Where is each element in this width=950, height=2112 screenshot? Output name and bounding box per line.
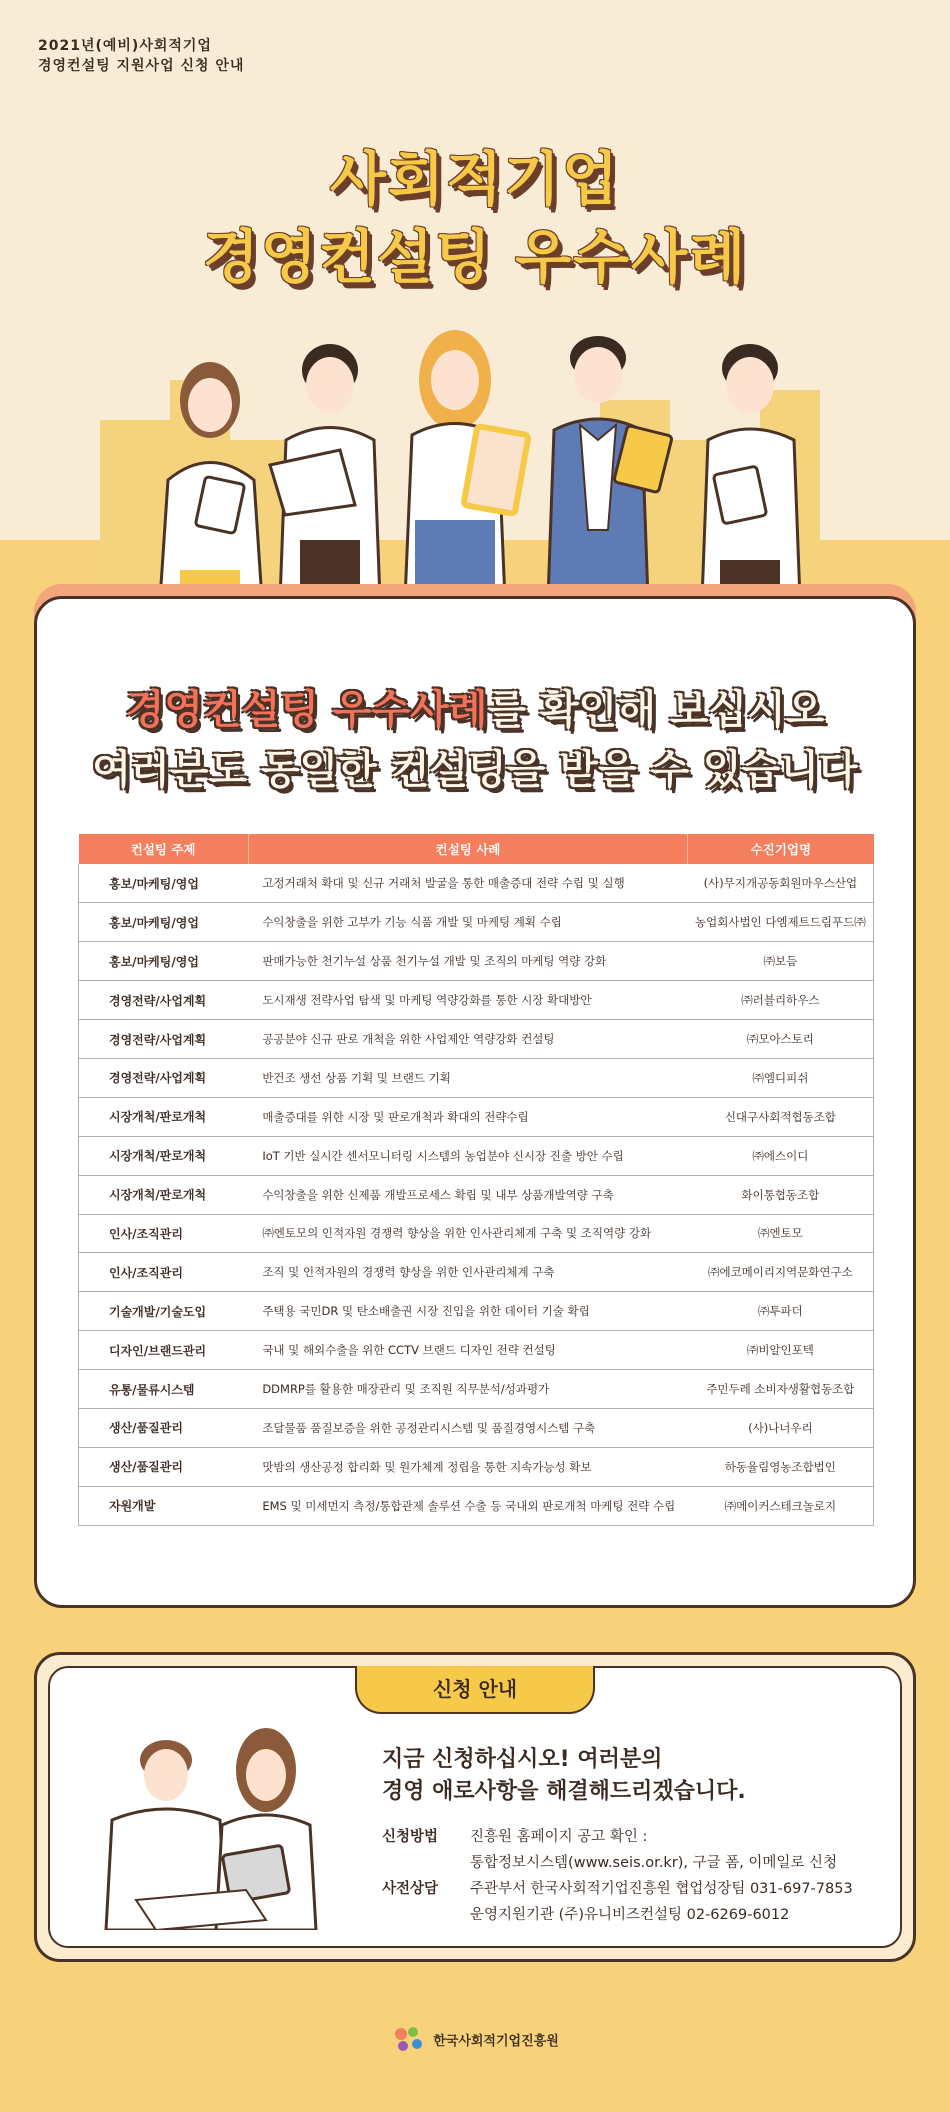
header-case: 컨설팅 사례 (248, 834, 687, 864)
cell-company: ㈜비알인포텍 (688, 1331, 874, 1370)
person-5 (702, 344, 800, 600)
consult-label: 사전상담 (382, 1881, 439, 1897)
cell-case: 조달물품 품질보증을 위한 공정관리시스템 및 품질경영시스템 구축 (248, 1408, 687, 1447)
cell-case: 고정거래처 확대 및 신규 거래처 발굴을 통한 매출증대 전략 수립 및 실행 (248, 864, 687, 903)
method-line-1: 진흥원 홈페이지 공고 확인 : (470, 1829, 648, 1845)
consult-line-1: 주관부서 한국사회적기업진흥원 협업성장팀 031-697-7853 (470, 1881, 853, 1897)
main-title-line-1: 사회적기업 (329, 145, 621, 213)
table-row (79, 864, 874, 903)
info-heading-line-2: 경영 애로사항을 해결해드리겠습니다. (382, 1779, 746, 1804)
cell-case: 반건조 생선 상품 기획 및 브랜드 기획 (248, 1058, 687, 1097)
cell-company: 주민두레 소비자생활협동조합 (688, 1370, 874, 1409)
cell-case: 매출증대를 위한 시장 및 판로개척과 확대의 전략수립 (248, 1097, 687, 1136)
consult-row-2 (382, 1902, 853, 1928)
cell-company: ㈜엠디피쉬 (688, 1058, 874, 1097)
consult-spacer (382, 1902, 470, 1928)
person-2 (270, 344, 380, 600)
table-row (79, 1175, 874, 1214)
table-row (79, 1097, 874, 1136)
cell-case: 수익창출을 위한 신제품 개발프로세스 확립 및 내부 상품개발역량 구축 (248, 1175, 687, 1214)
cell-company: 하동율림영농조합법인 (688, 1447, 874, 1486)
info-heading-line-1: 지금 신청하십시오! 여러분의 (382, 1747, 663, 1772)
cell-topic: 디자인/브랜드관리 (79, 1331, 249, 1370)
cell-topic: 인사/조직관리 (79, 1214, 249, 1253)
table-row (79, 1447, 874, 1486)
person-3 (405, 330, 529, 600)
table-row (79, 1214, 874, 1253)
person-4 (548, 336, 672, 600)
cell-topic: 경영전략/사업계획 (79, 981, 249, 1020)
cell-case: 판매가능한 천기누설 상품 천기누설 개발 및 조직의 마케팅 역량 강화 (248, 942, 687, 981)
footer (0, 2024, 950, 2054)
table-row (79, 1058, 874, 1097)
cell-company: (사)무지개공동회원마우스산업 (688, 864, 874, 903)
headline-line-1 (34, 680, 916, 740)
cell-case: ㈜엔토모의 인적자원 경쟁력 향상을 위한 인사관리체계 구축 및 조직역량 강화 (248, 1214, 687, 1253)
cell-company: ㈜러블리하우스 (688, 981, 874, 1020)
cell-case: 수익창출을 위한 고부가 기능 식품 개발 및 마케팅 계획 수립 (248, 903, 687, 942)
table-row (79, 1136, 874, 1175)
info-heading (382, 1744, 746, 1808)
table-row (79, 1370, 874, 1409)
headline-line-2: 여러분도 동일한 컨설팅을 받을 수 있습니다 (92, 747, 858, 793)
cell-case: DDMRP를 활용한 매장관리 및 조직원 직무분석/성과평가 (248, 1370, 687, 1409)
main-title (0, 140, 950, 296)
cell-topic: 인사/조직관리 (79, 1253, 249, 1292)
consulting-illustration (96, 1720, 336, 1930)
cell-company: 화이통협동조합 (688, 1175, 874, 1214)
method-line-2: 통합정보시스템(www.seis.or.kr), 구글 폼, 이메일로 신청 (470, 1855, 838, 1871)
info-tab: 신청 안내 (355, 1666, 595, 1714)
cell-company: (사)나너우리 (688, 1408, 874, 1447)
cell-company: ㈜투파더 (688, 1292, 874, 1331)
header-topic: 컨설팅 주제 (79, 834, 249, 864)
cell-case: 맛밤의 생산공정 합리화 및 원가체계 정립을 통한 지속가능성 확보 (248, 1447, 687, 1486)
footer-org-name: 한국사회적기업진흥원 (433, 2033, 559, 2049)
main-title-line-2: 경영컨설팅 우수사례 (202, 223, 748, 291)
cell-case: 도시재생 전략사업 탐색 및 마케팅 역량강화를 통한 시장 확대방안 (248, 981, 687, 1020)
method-spacer (382, 1850, 470, 1876)
cell-case: 공공분야 신규 판로 개척을 위한 사업제안 역량강화 컨설팅 (248, 1020, 687, 1059)
table-body (79, 864, 874, 1525)
cell-topic: 시장개척/판로개척 (79, 1097, 249, 1136)
cell-topic: 생산/품질관리 (79, 1408, 249, 1447)
cell-company: ㈜에코메이리지역문화연구소 (688, 1253, 874, 1292)
table-row (79, 1408, 874, 1447)
table-row (79, 942, 874, 981)
cell-topic: 홍보/마케팅/영업 (79, 942, 249, 981)
cell-case: 주택용 국민DR 및 탄소배출권 시장 진입을 위한 데이터 기술 확립 (248, 1292, 687, 1331)
cell-company: 농업회사법인 다엠제트드림푸드㈜ (688, 903, 874, 942)
cell-topic: 시장개척/판로개척 (79, 1136, 249, 1175)
person-1 (160, 362, 262, 600)
headline (34, 680, 916, 800)
cell-topic: 유통/물류시스템 (79, 1370, 249, 1409)
cell-case: 조직 및 인적자원의 경쟁력 향상을 위한 인사관리체계 구축 (248, 1253, 687, 1292)
headline-line-1-rest: 를 확인해 보십시오 (487, 687, 825, 733)
cell-company: ㈜엔토모 (688, 1214, 874, 1253)
table-row (79, 1253, 874, 1292)
cell-company: ㈜메이커스테크놀로지 (688, 1486, 874, 1525)
people-illustration (150, 330, 830, 600)
cell-case: 국내 및 해외수출을 위한 CCTV 브랜드 디자인 전략 컨설팅 (248, 1331, 687, 1370)
cell-case: IoT 기반 실시간 센서모니터링 시스템의 농업분야 신시장 진출 방안 수립 (248, 1136, 687, 1175)
cell-company: ㈜모아스토리 (688, 1020, 874, 1059)
cell-topic: 홍보/마케팅/영업 (79, 864, 249, 903)
cell-topic: 시장개척/판로개척 (79, 1175, 249, 1214)
table-header-row (79, 834, 874, 864)
info-details (382, 1824, 853, 1928)
org-logo-icon (391, 2024, 425, 2054)
cell-company: ㈜보듬 (688, 942, 874, 981)
cell-company: ㈜에스이디 (688, 1136, 874, 1175)
cell-case: EMS 및 미세먼지 측정/통합관제 솔루션 수출 등 국내외 판로개척 마케팅 전략 수립 (248, 1486, 687, 1525)
cell-company: 신대구사회적협동조합 (688, 1097, 874, 1136)
cases-table (78, 834, 874, 1526)
header-subtitle (38, 36, 244, 76)
consult-row (382, 1876, 853, 1902)
cell-topic: 홍보/마케팅/영업 (79, 903, 249, 942)
table-row (79, 1486, 874, 1525)
header-company: 수진기업명 (688, 834, 874, 864)
header-line-2: 경영컨설팅 지원사업 신청 안내 (38, 58, 245, 74)
table-row (79, 1331, 874, 1370)
table-row (79, 1020, 874, 1059)
method-row-2 (382, 1850, 853, 1876)
headline-highlight: 경영컨설팅 우수사례 (125, 687, 488, 733)
table-row (79, 981, 874, 1020)
table-row (79, 1292, 874, 1331)
cell-topic: 자원개발 (79, 1486, 249, 1525)
cell-topic: 경영전략/사업계획 (79, 1058, 249, 1097)
header-line-1: 2021년(예비)사회적기업 (38, 38, 212, 54)
cell-topic: 기술개발/기술도입 (79, 1292, 249, 1331)
method-label: 신청방법 (382, 1829, 439, 1845)
cell-topic: 생산/품질관리 (79, 1447, 249, 1486)
method-row (382, 1824, 853, 1850)
cell-topic: 경영전략/사업계획 (79, 1020, 249, 1059)
consult-line-2: 운영지원기관 (주)유니비즈컨설팅 02-6269-6012 (470, 1907, 790, 1923)
table-row (79, 903, 874, 942)
